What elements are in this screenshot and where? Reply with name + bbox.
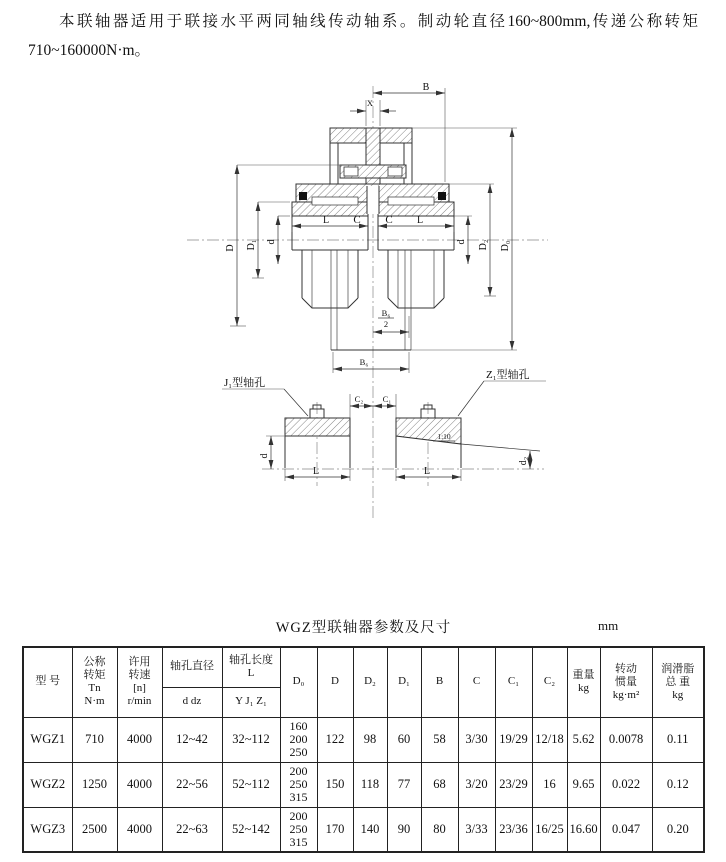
dim-d-left: d [266,239,277,245]
table-row-wgz2: WGZ2 1250 4000 22~56 52~112 200 250 315 150 118 77 68 3/20 23/29 16 9.65 0.022 0.12 [23,762,704,807]
dim-d2: d₂ [518,456,529,466]
header-D0: D₀ [280,647,317,717]
parameter-table-section [22,610,705,853]
header-B: B [421,647,458,717]
dim-d-j1: d [259,453,270,459]
table-unit: mm [598,618,619,633]
header-D: D [317,647,353,717]
dim-B6: B₆ [359,357,369,367]
dim-C1: C₁ [382,394,392,404]
dim-B: B [422,82,430,93]
dim-B6-half-denominator: 2 [383,319,389,329]
header-grease: 润滑脂 总 重 kg [652,647,704,717]
header-inertia: 转动 惯量 kg·m² [600,647,652,717]
parameters-table [22,646,705,853]
model-cell: WGZ2 [23,762,72,807]
table-title-row [22,610,705,646]
dim-d-right: d [456,239,467,245]
shaft-hole-detail-z1 [396,367,546,481]
dim-D: D [225,244,236,252]
model-cell: WGZ1 [23,717,72,762]
header-speed: 许用 转速 [n] r/min [117,647,162,717]
dim-C-right: C [385,214,393,226]
coupling-technical-drawing [0,78,726,608]
header-C2: C₂ [532,647,567,717]
dim-D1: D₁ [246,239,257,251]
dim-C2: C₂ [354,394,364,404]
header-D2: D₂ [353,647,387,717]
header-bore-diameter: 轴孔直径 [162,647,222,687]
table-row-wgz3: WGZ3 2500 4000 22~63 52~142 200 250 315 170 140 90 80 3/33 23/36 16/25 16.60 0.047 0.20 [23,807,704,852]
intro-paragraph: 本联轴器适用于联接水平两同轴线传动轴系。制动轮直径160~800mm,传递公称转矩710~160000N·m。 [28,13,698,59]
header-C1: C₁ [495,647,532,717]
header-D1: D₁ [387,647,421,717]
header-weight: 重量 kg [567,647,600,717]
dim-X: X [366,98,374,108]
dim-D0: D₀ [500,240,511,252]
shaft-hole-detail-j1 [222,375,350,481]
table-row-wgz1: WGZ1 710 4000 12~42 32~112 160 200 250 122 98 60 58 3/30 19/29 12/18 5.62 0.0078 0.11 [23,717,704,762]
header-torque: 公称 转矩 Tn N·m [72,647,117,717]
z1-hole-label: Z₁型轴孔 [486,369,530,381]
taper-label: 1:10 [437,432,451,441]
dim-D2: D₂ [478,239,489,251]
header-C: C [458,647,495,717]
header-bore-length: 轴孔长度 L [222,647,280,687]
model-cell: WGZ3 [23,807,72,852]
dim-L-right: L [416,215,424,226]
dimensions-main [225,82,517,373]
dim-L-j1: L [312,466,320,477]
table-title: WGZ型联轴器参数及尺寸 [275,620,452,636]
dim-L-left: L [322,215,330,226]
dim-L-z1: L [423,466,431,477]
header-bore-diameter-sub: d dz [162,687,222,717]
j1-hole-label: J₁型轴孔 [224,377,266,389]
dim-B6-half-numerator: B₆ [381,308,391,318]
header-model: 型 号 [23,647,72,717]
dim-C-left: C [353,214,361,226]
header-bore-length-sub: Y J₁ Z₁ [222,687,280,717]
